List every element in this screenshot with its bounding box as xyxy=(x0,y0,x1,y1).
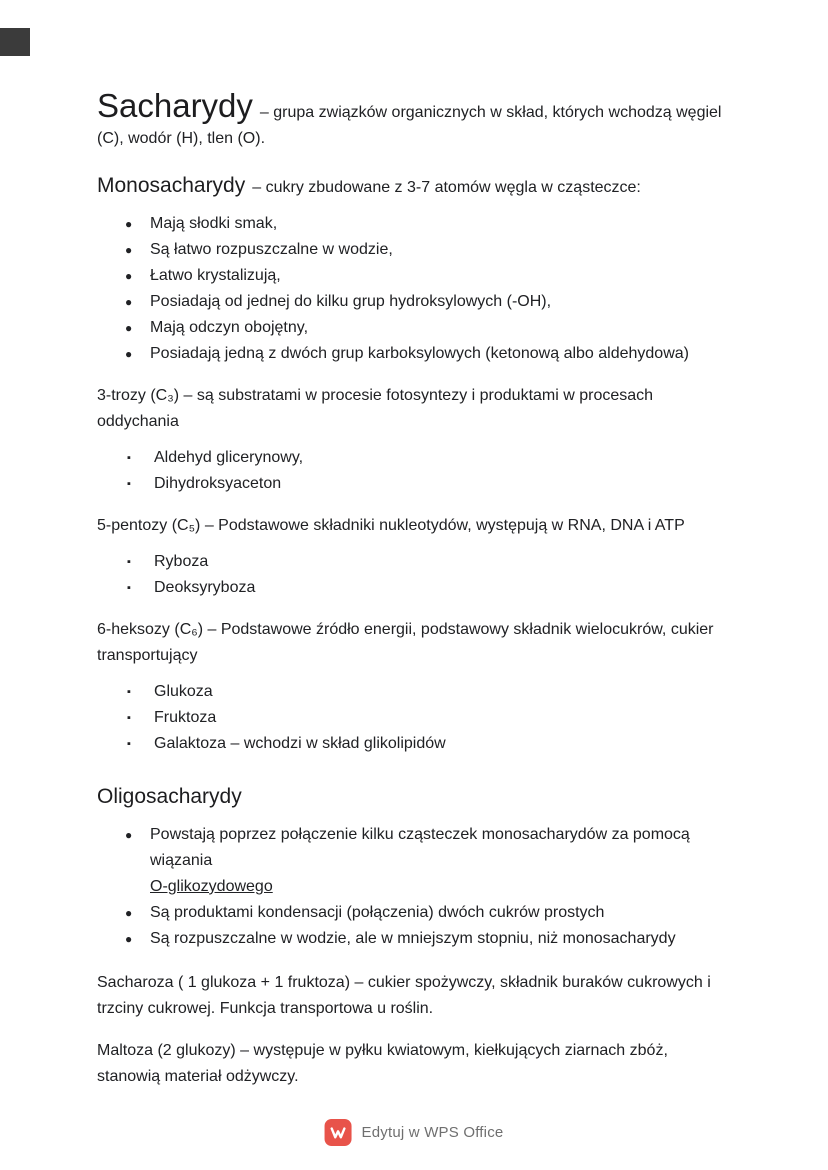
section-heading-description: – cukry zbudowane z 3-7 atomów węgla w cząsteczce: xyxy=(252,179,641,196)
monosacharydy-list xyxy=(97,211,733,367)
list-item-text: Ryboza xyxy=(154,553,209,570)
square-bullet-icon: ▪ xyxy=(127,478,131,490)
list-item xyxy=(127,445,733,471)
list-item-text: Mają odczyn obojętny, xyxy=(150,319,309,336)
list-item xyxy=(125,900,733,926)
wps-edit-button[interactable] xyxy=(325,1119,504,1146)
hexoses-paragraph: 6-heksozy (C₆) – Podstawowe źródło energii, podstawowy składnik wielocukrów, cukier transportujący xyxy=(97,621,714,664)
bullet-icon: ● xyxy=(125,243,133,257)
document-content xyxy=(97,86,733,1090)
heading-monosacharydy xyxy=(97,172,733,201)
list-item xyxy=(125,341,733,367)
bullet-icon: ● xyxy=(125,932,133,946)
oligosacharydy-list xyxy=(97,822,733,952)
list-item xyxy=(127,549,733,575)
maltoza-paragraph: Maltoza (2 glukozy) – występuje w pyłku kwiatowym, kiełkujących ziarnach zbóż, stanowią materiał odżywczy. xyxy=(97,1042,668,1085)
wps-logo-icon xyxy=(325,1119,352,1146)
wps-edit-label: Edytuj w WPS Office xyxy=(361,1124,504,1141)
list-item xyxy=(125,926,733,952)
section-heading-oligosacharydy: Oligosacharydy xyxy=(97,785,242,808)
heading-oligosacharydy xyxy=(97,783,733,812)
list-item-text: Są rozpuszczalne w wodzie, ale w mniejszym stopniu, niż monosacharydy xyxy=(150,930,676,947)
square-bullet-icon: ▪ xyxy=(127,686,131,698)
list-item-text: Glukoza xyxy=(154,683,213,700)
list-item xyxy=(127,705,733,731)
list-item-text xyxy=(150,822,733,900)
list-item xyxy=(125,289,733,315)
pentoses-paragraph: 5-pentozy (C₅) – Podstawowe składniki nukleotydów, występują w RNA, DNA i ATP xyxy=(97,517,685,534)
list-item-text: Fruktoza xyxy=(154,709,217,726)
square-bullet-icon: ▪ xyxy=(127,452,131,464)
square-bullet-icon: ▪ xyxy=(127,582,131,594)
bullet-icon: ● xyxy=(125,828,133,842)
list-item xyxy=(127,731,733,757)
list-item-text-main: Powstają poprzez połączenie kilku cząsteczek monosacharydów za pomocą wiązania xyxy=(150,826,690,869)
list-item-text: Deoksyryboza xyxy=(154,579,256,596)
list-item xyxy=(125,263,733,289)
list-item-text: Dihydroksyaceton xyxy=(154,475,282,492)
corner-artifact xyxy=(0,28,30,56)
list-item xyxy=(125,211,733,237)
trioses-paragraph: 3-trozy (C₃) – są substratami w procesie fotosyntezy i produktami w procesach oddychania xyxy=(97,387,654,430)
list-item xyxy=(127,471,733,497)
page-title: Sacharydy xyxy=(97,87,253,124)
list-item xyxy=(127,679,733,705)
bullet-icon: ● xyxy=(125,295,133,309)
bullet-icon: ● xyxy=(125,321,133,335)
list-item-text: Posiadają od jednej do kilku grup hydroksylowych (-OH), xyxy=(150,293,552,310)
section-heading-monosacharydy: Monosacharydy xyxy=(97,174,246,197)
list-item xyxy=(127,575,733,601)
list-item-text: Są łatwo rozpuszczalne w wodzie, xyxy=(150,241,393,258)
list-item xyxy=(125,237,733,263)
bullet-icon: ● xyxy=(125,347,133,361)
list-item xyxy=(125,315,733,341)
list-item-text: Łatwo krystalizują, xyxy=(150,267,281,284)
square-bullet-icon: ▪ xyxy=(127,738,131,750)
list-item-text: Galaktoza – wchodzi w skład glikolipidów xyxy=(154,735,446,752)
bullet-icon: ● xyxy=(125,906,133,920)
title-description: – grupa związków organicznych w skład, których wchodzą węgiel (C), wodór (H), tlen (O). xyxy=(97,104,722,147)
underlined-term: O-glikozydowego xyxy=(150,878,273,895)
bullet-icon: ● xyxy=(125,269,133,283)
list-item-text: Aldehyd glicerynowy, xyxy=(154,449,304,466)
pentoses-list xyxy=(97,549,733,601)
list-item xyxy=(125,822,733,900)
hexoses-list xyxy=(97,679,733,757)
title-paragraph xyxy=(97,86,733,152)
trioses-list xyxy=(97,445,733,497)
list-item-text: Są produktami kondensacji (połączenia) dwóch cukrów prostych xyxy=(150,904,605,921)
list-item-text: Mają słodki smak, xyxy=(150,215,278,232)
bullet-icon: ● xyxy=(125,217,133,231)
square-bullet-icon: ▪ xyxy=(127,556,131,568)
sacharoza-paragraph: Sacharoza ( 1 glukoza + 1 fruktoza) – cukier spożywczy, składnik buraków cukrowych i trzciny cukrowej. Funkcja transportowa u roślin. xyxy=(97,974,711,1017)
list-item-text: Posiadają jedną z dwóch grup karboksylowych (ketonową albo aldehydowa) xyxy=(150,345,689,362)
square-bullet-icon: ▪ xyxy=(127,712,131,724)
